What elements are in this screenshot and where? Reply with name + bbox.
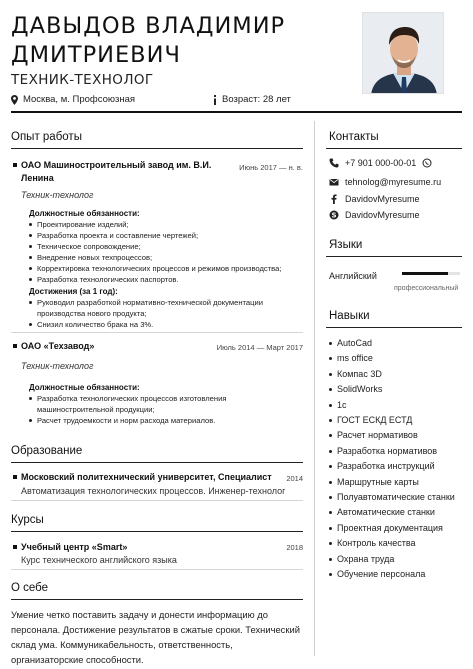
column-divider (314, 121, 315, 656)
skills-rule (326, 327, 462, 328)
job-2-duties-title: Должностные обязанности: (29, 383, 140, 392)
list-item: Снизил количество брака на 3%. (29, 319, 287, 330)
languages-title: Языки (329, 239, 363, 251)
course-year: 2018 (286, 543, 303, 552)
name-line-2: ДМИТРИЕВИЧ (11, 42, 181, 68)
language-level-fill (402, 272, 448, 275)
whatsapp-icon (422, 158, 432, 168)
phone-icon (329, 158, 339, 168)
bullet-square (13, 344, 17, 348)
bullet-square (13, 163, 17, 167)
skill-item: Полуавтоматические станки (329, 490, 455, 505)
skill-item: Разработка инструкций (329, 459, 455, 474)
contact-phone[interactable] (329, 158, 432, 168)
list-item: Руководил разработкой нормативно-технической документации производства нового продукта; (29, 297, 287, 319)
about-title: О себе (11, 582, 49, 594)
skill-item: ГОСТ ЕСКД ЕСТД (329, 413, 455, 428)
course-name (21, 541, 221, 554)
skills-title: Навыки (329, 310, 370, 322)
location-text: Москва, м. Профсоюзная (23, 94, 136, 105)
name-line-1: ДАВЫДОВ ВЛАДИМИР (11, 13, 286, 39)
skill-item: SolidWorks (329, 382, 455, 397)
skill-item: Охрана труда (329, 552, 455, 567)
skype-icon (329, 210, 339, 220)
contacts-title: Контакты (329, 131, 379, 143)
facebook-icon (329, 194, 339, 204)
list-item: Разработка технологических процессов изготовления машиностроительной продукции; (29, 393, 261, 415)
job-2-duties-list (29, 393, 261, 426)
education-description: Автоматизация технологических процессов. Инженер-технолог (21, 486, 286, 496)
skill-item: ms office (329, 351, 455, 366)
skype-text: DavidovMyresume (345, 210, 420, 220)
contact-facebook[interactable] (329, 194, 420, 204)
map-pin-icon (11, 95, 18, 105)
age (213, 94, 291, 105)
job-1-duties-title: Должностные обязанности: (29, 209, 140, 218)
education-institution-text: Московский политехнический университет, Специалист (21, 472, 272, 482)
skill-item: Автоматические станки (329, 505, 455, 520)
job-1-company (21, 159, 226, 185)
resume-header (11, 12, 351, 88)
contacts-rule (326, 148, 462, 149)
education-rule (11, 462, 303, 463)
job-position: ТЕХНИК-ТЕХНОЛОГ (11, 72, 154, 88)
list-item: Разработка технологических паспортов. (29, 274, 309, 285)
list-item: Внедрение новых техпроцессов; (29, 252, 309, 263)
job-1-dates: Июнь 2017 — н. в. (239, 163, 303, 172)
education-title: Образование (11, 445, 83, 457)
list-item: Корректировка технологических процессов и режимов производства; (29, 263, 309, 274)
list-item: Расчет трудоемкости и норм расхода материалов. (29, 415, 261, 426)
job-2-dates: Июль 2014 — Март 2017 (216, 343, 303, 352)
job-2-role: Техник-технолог (21, 361, 94, 371)
about-text: Умение четко поставить задачу и донести информацию до персонала. Достижение результатов в сжатые сроки. Технический склад ума. Коммуникабельность, ответственность, организаторские способности. (11, 609, 300, 665)
list-item: Проектирование изделий; (29, 219, 309, 230)
experience-title: Опыт работы (11, 131, 82, 143)
mail-icon (329, 177, 339, 187)
job-1-role: Техник-технолог (21, 190, 94, 200)
skill-item: Разработка нормативов (329, 444, 455, 459)
skill-item: Контроль качества (329, 536, 455, 551)
profile-photo (362, 12, 444, 94)
age-text: Возраст: 28 лет (222, 94, 291, 105)
job-separator (11, 332, 303, 333)
contact-skype[interactable] (329, 210, 420, 220)
full-name (11, 12, 351, 70)
language-level-bar (402, 272, 460, 275)
skill-item: Компас 3D (329, 367, 455, 382)
course-name-text: Учебный центр «Smart» (21, 542, 128, 552)
experience-rule (11, 148, 303, 149)
contact-email[interactable] (329, 177, 441, 187)
job-1-company-line-2: Ленина (21, 173, 54, 183)
language-level-text: профессиональный (394, 285, 459, 292)
languages-rule (326, 256, 462, 257)
education-year: 2014 (286, 474, 303, 483)
bullet-square (13, 545, 17, 549)
job-1-achievements-title: Достижения (за 1 год): (29, 287, 118, 296)
skill-item: Расчет нормативов (329, 428, 455, 443)
course-description: Курс технического английского языка (21, 555, 177, 565)
phone-text: +7 901 000-00-01 (345, 158, 417, 168)
job-1-achievements-list (29, 297, 287, 330)
job-1-company-line-1: ОАО Машиностроительный завод им. В.И. (21, 160, 212, 170)
facebook-text: DavidovMyresume (345, 194, 420, 204)
location (11, 94, 135, 105)
education-separator (11, 500, 303, 501)
courses-separator (11, 569, 303, 570)
skill-item: Обучение персонала (329, 567, 455, 582)
about-rule (11, 599, 303, 600)
language-name: Английский (329, 271, 377, 281)
header-rule (11, 111, 462, 113)
courses-rule (11, 531, 303, 532)
avatar (363, 13, 444, 94)
job-2-company-line-1: ОАО «Техзавод» (21, 341, 95, 351)
skill-item: 1с (329, 398, 455, 413)
svg-text:S: S (331, 211, 337, 220)
skill-item: Маршрутные карты (329, 475, 455, 490)
courses-title: Курсы (11, 514, 44, 526)
skill-item: AutoCad (329, 336, 455, 351)
skills-list (329, 336, 455, 583)
bullet-square (13, 475, 17, 479)
list-item: Техническое сопровождение; (29, 241, 309, 252)
job-2-company (21, 340, 201, 353)
info-icon (213, 95, 217, 105)
skill-item: Проектная документация (329, 521, 455, 536)
list-item: Разработка проекта и составление чертежей; (29, 230, 309, 241)
job-1-duties-list (29, 219, 309, 285)
email-text: tehnolog@myresume.ru (345, 177, 442, 187)
education-institution (21, 471, 281, 484)
